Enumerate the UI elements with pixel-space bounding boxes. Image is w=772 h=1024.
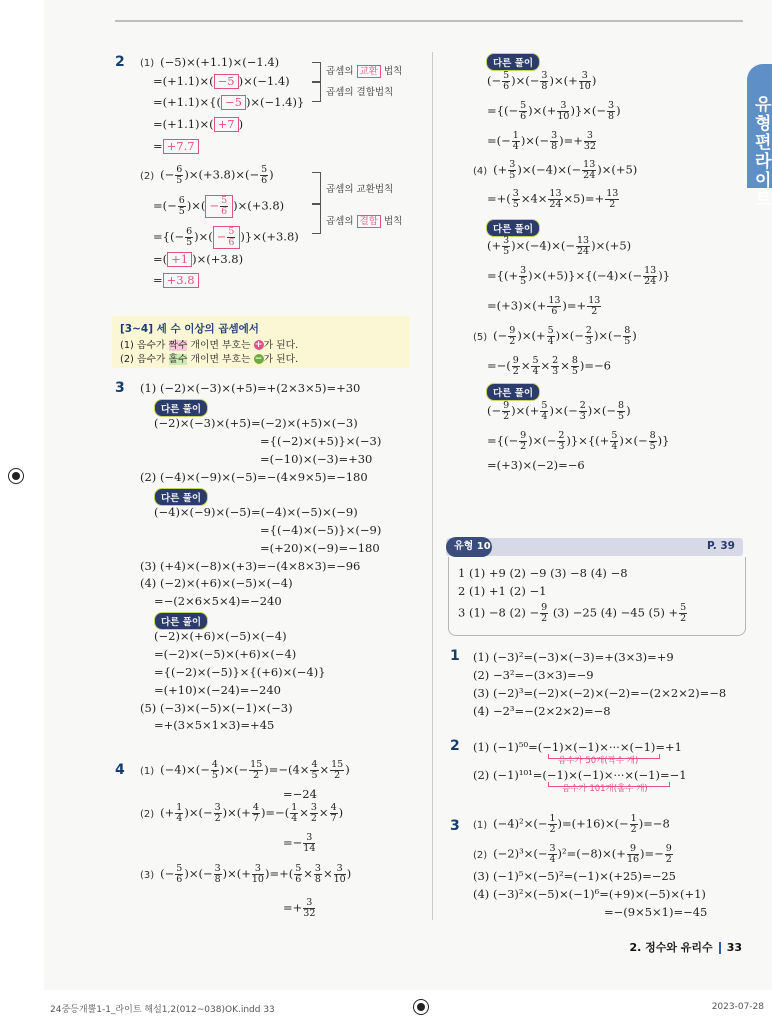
q2-number: 2 (450, 738, 460, 754)
p2-1-line5: = +7.7 (153, 139, 199, 154)
p3-line: =(−2)×(−5)×(+6)×(−4) (154, 647, 297, 661)
p3-line: (3) (+4)×(−8)×(+3)=−(4×8×3)=−96 (140, 559, 361, 573)
rule-label-2: 곱셈의 결합법칙 (326, 87, 394, 98)
chapter-title: 2. 정수와 유리수 (629, 941, 713, 954)
rc-line: (5) (− $\frac{9}{2}$ )×(+ $\frac{5}{4}$ )×(− $\frac{2}{3}$ )×(− $\frac{8}{5}$ ) (473, 325, 637, 347)
file-name: 24중등개뿔1-1_라이트 해설1,2(012~038)OK.indd 33 (50, 1005, 275, 1015)
rc-line: (4) (+ $\frac{3}{5}$ )×(−4)×(− $\frac{13}{24}$ )×(+5) (473, 159, 638, 181)
tip-line-1: (1) 음수가 짝수 개이면 부호는 +가 된다. (120, 340, 299, 351)
q3-line-2: (2) (−2)³×(− $\frac{3}{4}$ )²=(−8)×(+ $\frac{9}{16}$ )=− $\frac{9}{2}$ (473, 843, 672, 865)
registration-mark-bottom (413, 999, 429, 1015)
alt-solution-tag: 다른 풀이 (486, 383, 540, 401)
answer-line-1: 1 (1) +9 (2) −9 (3) −8 (4) −8 (458, 566, 628, 580)
column-divider (432, 52, 433, 920)
p2-2-line3: ={(− $\frac{6}{5}$ )×( − $\frac{5}{6}$ )}×(+3.8) (153, 226, 299, 248)
type-badge: 유형 10 (446, 537, 492, 557)
p3-line: =(−10)×(−3)=+30 (260, 452, 373, 466)
rc-line: =(+3)×(−2)=−6 (487, 458, 585, 472)
rc-line: =+( $\frac{3}{5}$ ×4× $\frac{13}{24}$ ×5)=+ $\frac{13}{2}$ (487, 188, 619, 210)
answer-line-3: 3 (1) −8 (2) − $\frac{9}{2}$ (3) −25 (4) −45 (5) + $\frac{5}{2}$ (458, 602, 687, 624)
q3-line-1: (1) (−4)²×(− $\frac{1}{2}$ )=(+16)×(− $\frac{1}{2}$ )=−8 (473, 813, 670, 835)
p2-1-line2: =(+1.1)×( −5 )×(−1.4) (153, 74, 290, 88)
p2-2-line1: (2) (− $\frac{6}{5}$ )×(+3.8)×(− $\frac{5}{6}$ ) (140, 164, 274, 186)
p3-line: =(+20)×(−9)=−180 (260, 541, 380, 555)
p3-line: ={(−2)×(+5)}×(−3) (260, 434, 382, 448)
answer-line-2: 2 (1) +1 (2) −1 (458, 584, 547, 598)
problem-4-number: 4 (115, 762, 125, 778)
bracket-2 (312, 82, 321, 102)
p3-line: (1) (−2)×(−3)×(+5)=+(2×3×5)=+30 (140, 381, 361, 395)
alt-solution-tag: 다른 풀이 (154, 399, 208, 417)
type-section-header (446, 538, 743, 556)
p3-line: (5) (−3)×(−5)×(−1)×(−3) (140, 701, 293, 715)
registration-mark-left (8, 468, 24, 484)
p2-1-line3: =(+1.1)×{( −5 )×(−1.4)} (153, 95, 305, 109)
q2-note-2: 음수가 101개(홀수 개) (562, 784, 648, 794)
p2-2-line4: =( +1 )×(+3.8) (153, 252, 244, 266)
q1-number: 1 (450, 648, 460, 664)
rc-line: =−( $\frac{9}{2}$ × $\frac{5}{4}$ × $\frac{2}{3}$ × $\frac{8}{5}$ )=−6 (487, 355, 611, 377)
p4-1-answer: =−24 (283, 787, 317, 801)
p3-line: =+(3×5×1×3)=+45 (154, 718, 275, 732)
rule-label-3: 곱셈의 교환법칙 (326, 184, 394, 195)
p4-3: (3) (− $\frac{5}{6}$ )×(− $\frac{3}{8}$ )×(+ $\frac{3}{10}$ )=+( $\frac{5}{6}$ × $\frac{3}{8}$ × $\frac{3}{10}$ ) (140, 863, 352, 885)
rc-line: =(+3)×(+ $\frac{13}{6}$ )=+ $\frac{13}{2}$ (487, 295, 601, 317)
p2-1-line1: (1) (−5)×(+1.1)×(−1.4) (140, 55, 280, 69)
p4-2-answer: =− $\frac{3}{14}$ (283, 832, 316, 854)
rc-line: =(− $\frac{1}{4}$ )×(− $\frac{3}{8}$ )=+ $\frac{3}{32}$ (487, 130, 596, 152)
type-page-ref: P. 39 (706, 540, 735, 552)
side-tab-label: 유형편 라이트 (755, 95, 772, 210)
alt-solution-tag: 다른 풀이 (154, 488, 208, 506)
q3-line: (3) (−1)⁵×(−5)²=(−1)×(+25)=−25 (473, 869, 676, 883)
alt-solution-tag: 다른 풀이 (486, 53, 540, 71)
p3-line: =−(2×6×5×4)=−240 (154, 594, 282, 608)
q3-line: =−(9×5×1)=−45 (604, 905, 708, 919)
print-date: 2023-07-28 (711, 1002, 764, 1012)
problem-3-number: 3 (115, 380, 125, 396)
q3-line: (4) (−3)²×(−5)×(−1)⁶=(+9)×(−5)×(+1) (473, 887, 706, 901)
p3-line: =(+10)×(−24)=−240 (154, 683, 281, 697)
tip-box (112, 316, 410, 368)
bracket-4 (312, 204, 321, 234)
q2-note-1: 음수가 50개(짝수 개) (558, 756, 639, 766)
footer-separator (719, 942, 721, 954)
tip-title: [3~4] 세 수 이상의 곱셈에서 (120, 323, 259, 335)
p3-line: (2) (−4)×(−9)×(−5)=−(4×9×5)=−180 (140, 470, 368, 484)
p2-2-line2: =(− $\frac{6}{5}$ )×( − $\frac{5}{6}$ )×(+3.8) (153, 195, 285, 217)
tip-line-2: (2) 음수가 홀수 개이면 부호는 −가 된다. (120, 354, 299, 365)
p3-line: (4) (−2)×(+6)×(−5)×(−4) (140, 576, 293, 590)
q1-line: (4) −2³=−(2×2×2)=−8 (473, 704, 611, 718)
bracket-1 (312, 62, 321, 82)
side-tab (747, 64, 772, 210)
q2-line: (1) (−1)⁵⁰=(−1)×(−1)×···×(−1)=+1 (473, 740, 682, 754)
p2-2-line5: = +3.8 (153, 273, 199, 288)
q1-line: (1) (−3)²=(−3)×(−3)=+(3×3)=+9 (473, 650, 674, 664)
p3-line: (−2)×(+6)×(−5)×(−4) (154, 629, 287, 643)
page-footer (629, 939, 742, 955)
p3-line: (−2)×(−3)×(+5)=(−2)×(+5)×(−3) (154, 416, 358, 430)
rule-label-1: 곱셈의 교환 법칙 (326, 66, 403, 77)
rc-line: ={(+ $\frac{3}{5}$ )×(+5)}×{(−4)×(− $\frac{13}{24}$ )} (487, 265, 671, 287)
p4-1: (1) (−4)×(− $\frac{4}{5}$ )×(− $\frac{15}{2}$ )=−(4× $\frac{4}{5}$ × $\frac{15}{2}$ ) (140, 759, 350, 781)
page-number: 33 (726, 941, 742, 954)
p4-2: (2) (+ $\frac{1}{4}$ )×(− $\frac{3}{2}$ )×(+ $\frac{4}{7}$ )=−( $\frac{1}{4}$ × $\frac{3}{2}$ × $\frac{4}{7}$ ) (140, 802, 344, 824)
p3-line: (−4)×(−9)×(−5)=(−4)×(−5)×(−9) (154, 505, 358, 519)
p4-3-answer: =+ $\frac{3}{32}$ (283, 897, 316, 919)
p3-line: ={(−4)×(−5)}×(−9) (260, 523, 382, 537)
top-rule (115, 20, 743, 22)
q3-number: 3 (450, 818, 460, 834)
rc-line: (− $\frac{9}{2}$ )×(+ $\frac{5}{4}$ )×(− $\frac{2}{3}$ )×(− $\frac{8}{5}$ ) (487, 400, 631, 422)
p3-line: ={(−2)×(−5)}×{(+6)×(−4)} (154, 665, 326, 679)
rule-label-4: 곱셈의 결합 법칙 (326, 216, 403, 227)
rc-line: (− $\frac{5}{6}$ )×(− $\frac{3}{8}$ )×(+ $\frac{3}{10}$ ) (487, 70, 597, 92)
rc-line: ={(− $\frac{5}{6}$ )×(+ $\frac{3}{10}$ )}×(− $\frac{3}{8}$ ) (487, 100, 621, 122)
rc-line: ={(− $\frac{9}{2}$ )×(− $\frac{2}{3}$ )}×{(+ $\frac{5}{4}$ )×(− $\frac{8}{5}$ )} (487, 430, 670, 452)
alt-solution-tag: 다른 풀이 (486, 219, 540, 237)
problem-2-number: 2 (115, 54, 125, 70)
q1-line: (2) −3²=−(3×3)=−9 (473, 668, 594, 682)
q1-line: (3) (−2)³=(−2)×(−2)×(−2)=−(2×2×2)=−8 (473, 686, 727, 700)
p2-1-line4: =(+1.1)×( +7 ) (153, 117, 244, 131)
q2-line: (2) (−1)¹⁰¹=(−1)×(−1)×···×(−1)=−1 (473, 768, 687, 782)
bracket-3 (312, 172, 321, 204)
rc-line: (+ $\frac{3}{5}$ )×(−4)×(− $\frac{13}{24}$ )×(+5) (487, 235, 632, 257)
alt-solution-tag: 다른 풀이 (154, 612, 208, 630)
